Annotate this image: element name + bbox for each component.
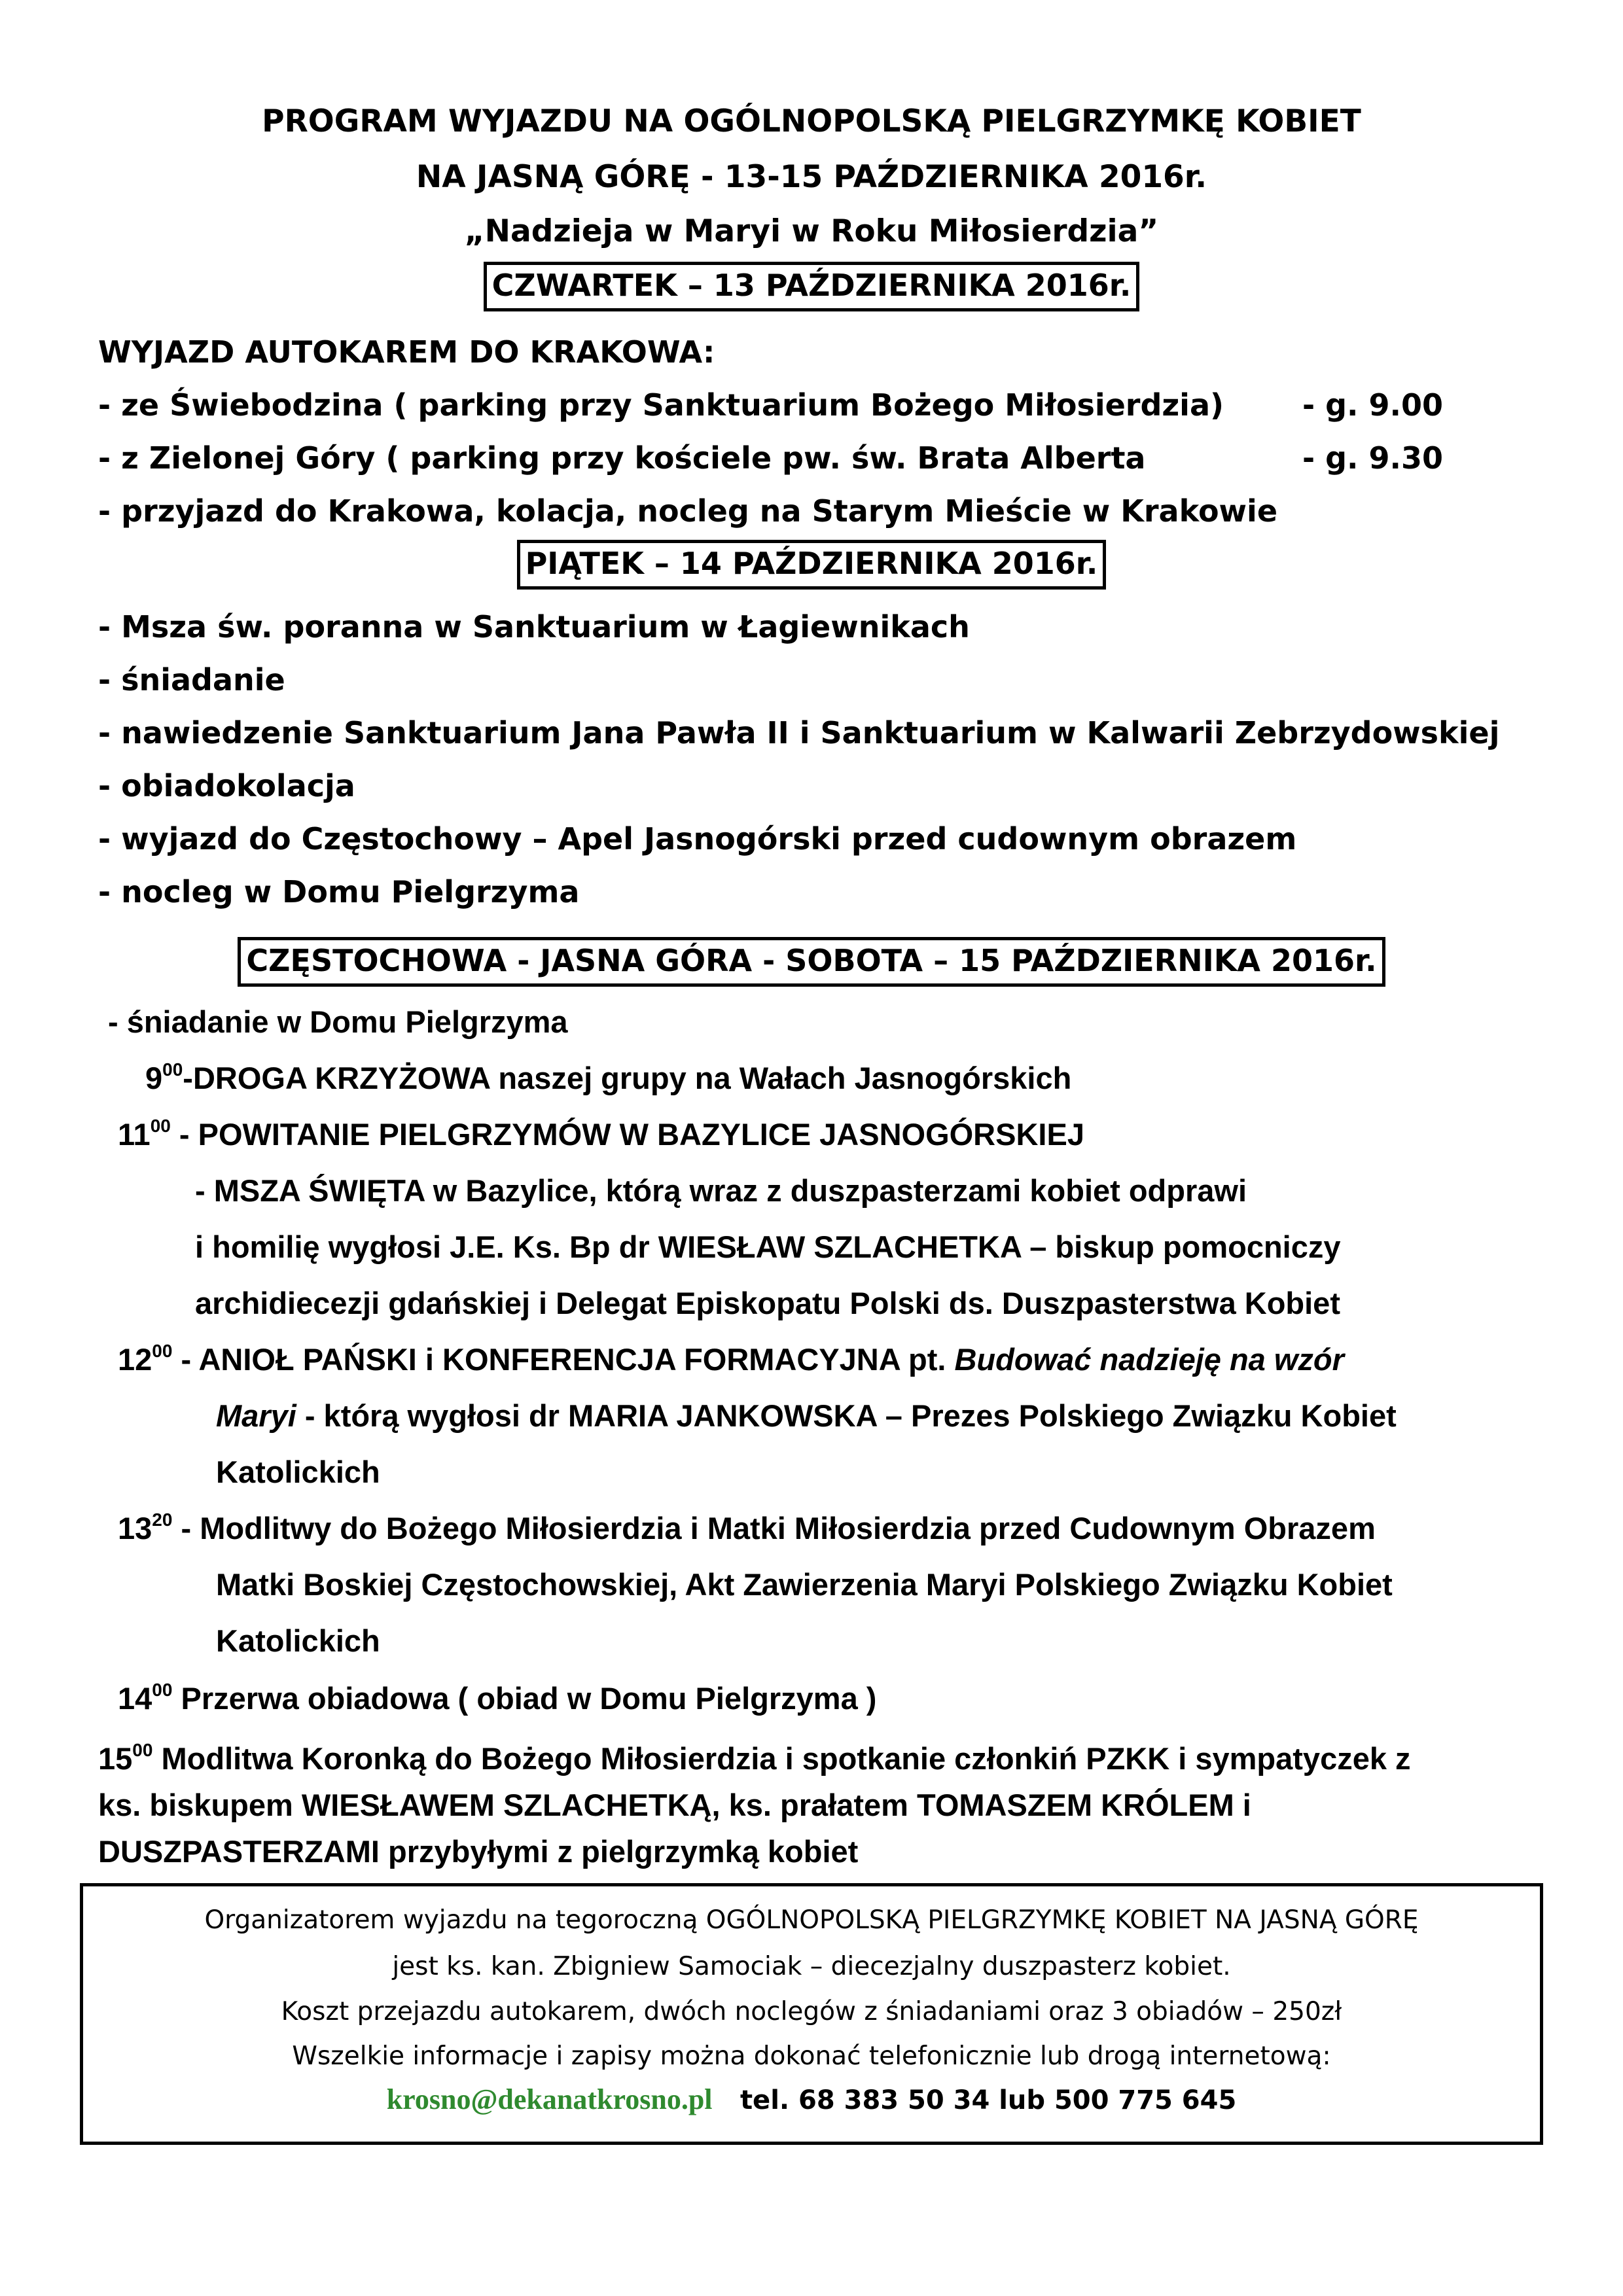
saturday-heading: CZĘSTOCHOWA - JASNA GÓRA - SOBOTA – 15 PAŹDZIERNIKA 2016r. — [238, 937, 1385, 987]
time-hour: 11 — [118, 1117, 151, 1152]
time-minute: 00 — [132, 1740, 153, 1760]
title-line-1: PROGRAM WYJAZDU NA OGÓLNOPOLSKĄ PIELGRZYMKĘ KOBIET — [262, 103, 1361, 139]
time-minute: 20 — [152, 1510, 173, 1530]
schedule-1320-line-2: Matki Boskiej Częstochowskiej, Akt Zawierzenia Maryi Polskiego Związku Kobiet — [216, 1567, 1393, 1602]
footer-contact-line — [83, 2085, 1540, 2114]
time-minute: 00 — [162, 1059, 183, 1080]
lecture-title: Budować nadzieję na wzór — [954, 1342, 1344, 1377]
friday-heading-wrap — [0, 540, 1623, 590]
friday-item-4: - obiadokolacja — [98, 768, 355, 804]
thursday-heading-wrap — [0, 262, 1623, 311]
thursday-item-1-time: - g. 9.00 — [1302, 387, 1444, 423]
footer-line-2: jest ks. kan. Zbigniew Samociak – diecezjalny duszpasterz kobiet. — [392, 1952, 1231, 1981]
friday-item-3: - nawiedzenie Sanktuarium Jana Pawła II i Sanktuarium w Kalwarii Zebrzydowskiej — [98, 715, 1500, 751]
friday-item-5: - wyjazd do Częstochowy – Apel Jasnogórski przed cudownym obrazem — [98, 821, 1297, 857]
saturday-breakfast: - śniadanie w Domu Pielgrzyma — [108, 1004, 568, 1039]
schedule-1320-line-3: Katolickich — [216, 1623, 380, 1658]
schedule-text: - którą wygłosi dr MARIA JANKOWSKA – Prezes Polskiego Związku Kobiet — [296, 1398, 1397, 1433]
schedule-row-1400 — [118, 1680, 877, 1716]
schedule-1100-line-4: archidiecezji gdańskiej i Delegat Episkopatu Polski ds. Duszpasterstwa Kobiet — [195, 1286, 1340, 1320]
time-hour: 13 — [118, 1511, 152, 1545]
lecture-title-end: Maryi — [216, 1398, 296, 1433]
schedule-text: - POWITANIE PIELGRZYMÓW W BAZYLICE JASNOGÓRSKIEJ — [170, 1117, 1084, 1152]
friday-item-1: - Msza św. poranna w Sanktuarium w Łagiewnikach — [98, 609, 970, 645]
thursday-heading: CZWARTEK – 13 PAŹDZIERNIKA 2016r. — [484, 262, 1140, 311]
friday-heading: PIĄTEK – 14 PAŹDZIERNIKA 2016r. — [517, 540, 1107, 590]
thursday-item-2-time: - g. 9.30 — [1302, 440, 1444, 476]
thursday-item-2: - z Zielonej Góry ( parking przy kościele pw. św. Brata Alberta — [98, 440, 1146, 476]
thursday-item-3: - przyjazd do Krakowa, kolacja, nocleg na Starym Mieście w Krakowie — [98, 493, 1278, 529]
footer-line-4: Wszelkie informacje i zapisy można dokonać telefonicznie lub drogą internetową: — [292, 2041, 1331, 2071]
schedule-row-1500 — [98, 1740, 1411, 1776]
title-line-2: NA JASNĄ GÓRĘ - 13-15 PAŹDZIERNIKA 2016r. — [416, 159, 1207, 195]
time-hour: 14 — [118, 1681, 152, 1716]
schedule-text: Przerwa obiadowa ( obiad w Domu Pielgrzyma ) — [172, 1681, 877, 1716]
thursday-item-1: - ze Świebodzina ( parking przy Sanktuarium Bożego Miłosierdzia) — [98, 387, 1224, 423]
time-minute: 00 — [152, 1341, 173, 1361]
schedule-1500-line-2: ks. biskupem WIESŁAWEM SZLACHETKĄ, ks. prałatem TOMASZEM KRÓLEM i — [98, 1788, 1251, 1822]
schedule-1200-line-3: Katolickich — [216, 1455, 380, 1489]
schedule-text: - ANIOŁ PAŃSKI i KONFERENCJA FORMACYJNA pt. — [172, 1342, 955, 1377]
motto: „Nadzieja w Maryi w Roku Miłosierdzia” — [464, 213, 1159, 249]
time-hour: 12 — [118, 1342, 152, 1377]
time-hour: 9 — [145, 1061, 163, 1095]
schedule-row-1320 — [118, 1510, 1376, 1545]
schedule-text: -DROGA KRZYŻOWA naszej grupy na Wałach Jasnogórskich — [183, 1061, 1072, 1095]
schedule-row-0900 — [145, 1059, 1072, 1095]
schedule-1100-line-2: - MSZA ŚWIĘTA w Bazylice, którą wraz z duszpasterzami kobiet odprawi — [195, 1173, 1247, 1208]
time-hour: 15 — [98, 1741, 133, 1776]
schedule-row-1200 — [118, 1341, 1344, 1377]
schedule-1100-line-3: i homilię wygłosi J.E. Ks. Bp dr WIESŁAW SZLACHETKA – biskup pomocniczy — [195, 1229, 1341, 1264]
saturday-heading-wrap — [0, 937, 1623, 987]
footer-line-1: Organizatorem wyjazdu na tegoroczną OGÓLNOPOLSKĄ PIELGRZYMKĘ KOBIET NA JASNĄ GÓRĘ — [204, 1905, 1419, 1935]
friday-item-2: - śniadanie — [98, 662, 285, 698]
email-link[interactable]: krosno@dekanatkrosno.pl — [386, 2083, 713, 2115]
schedule-row-1100 — [118, 1116, 1084, 1152]
schedule-1500-line-3: DUSZPASTERZAMI przybyłymi z pielgrzymką kobiet — [98, 1834, 859, 1869]
thursday-subtitle: WYJAZD AUTOKAREM DO KRAKOWA: — [98, 334, 715, 370]
time-minute: 00 — [152, 1680, 173, 1700]
time-minute: 00 — [150, 1116, 171, 1136]
schedule-1200-line-2 — [216, 1400, 1397, 1431]
schedule-text: - Modlitwy do Bożego Miłosierdzia i Matki Miłosierdzia przed Cudownym Obrazem — [172, 1511, 1376, 1545]
schedule-text: Modlitwa Koronką do Bożego Miłosierdzia i spotkanie członkiń PZKK i sympatyczek z — [152, 1741, 1411, 1776]
phone-numbers: tel. 68 383 50 34 lub 500 775 645 — [740, 2085, 1237, 2115]
friday-item-6: - nocleg w Domu Pielgrzyma — [98, 874, 580, 910]
footer-line-3: Koszt przejazdu autokarem, dwóch noclegów z śniadaniami oraz 3 obiadów – 250zł — [281, 1997, 1342, 2026]
organizer-info-box — [80, 1883, 1543, 2145]
